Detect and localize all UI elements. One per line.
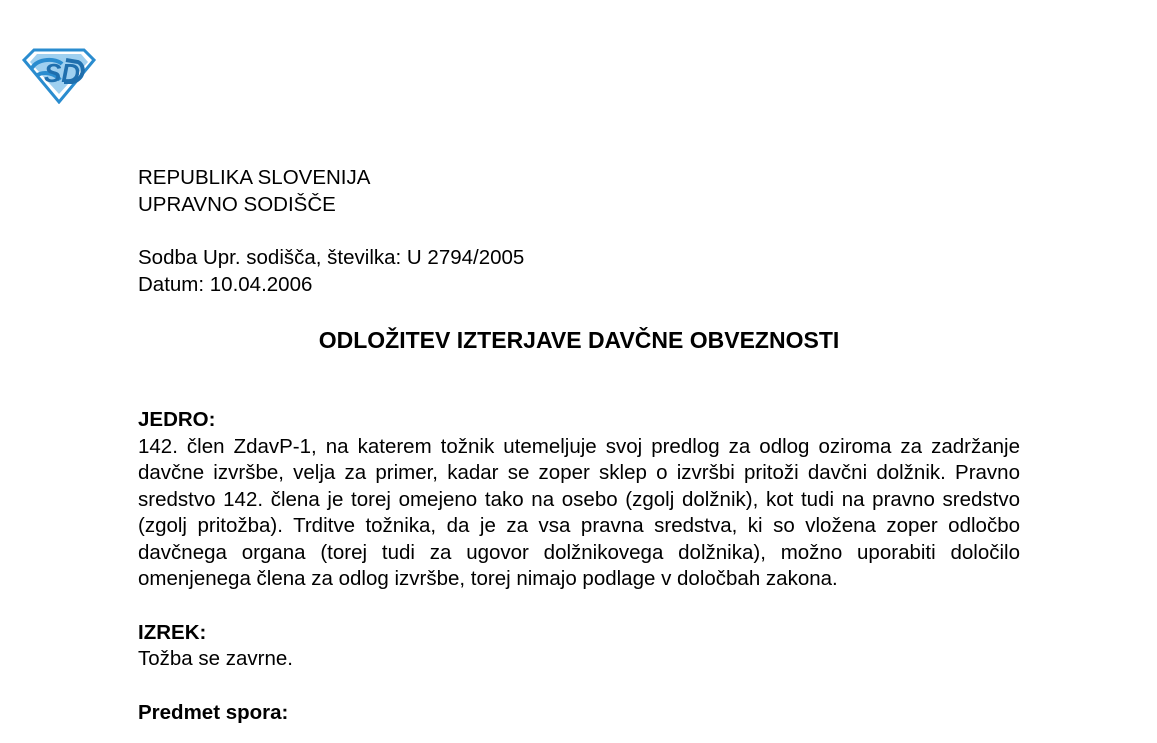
svg-text:SD: SD [43,58,81,88]
case-date: Datum: 10.04.2006 [138,272,313,296]
jedro-heading: JEDRO: [138,408,216,431]
jedro-text: 142. člen ZdavP-1, na katerem tožnik utemeljuje svoj predlog za odlog oziroma za zadržanje davčne izvršbe, velja za primer, kadar se zoper sklep o izvršbi pritoži davčni dolžnik. Pravno sredstvo 142. člena je torej omejeno tako na osebo (zgolj dolžnik), kot tudi na pravno sredstvo (zgolj pritožba). Trditve tožnika, da je za vsa pravna sredstva, ki so vložena zoper odločbo davčnega organa (torej tudi za ugovor dolžnikovega dolžnika), možno uporabiti določilo omenjenega člena za odlog izvršbe, torej nimajo podlage v določbah zakona. [138,434,1020,590]
header-court: UPRAVNO SODIŠČE [138,192,336,216]
document-body [138,165,1020,726]
header-country: REPUBLIKA SLOVENIJA [138,166,371,189]
sd-logo-icon [22,48,96,104]
document-title: ODLOŽITEV IZTERJAVE DAVČNE OBVEZNOSTI [318,327,840,353]
predmet-spora-heading: Predmet spora: [138,700,289,724]
izrek-text: Tožba se zavrne. [138,647,293,670]
izrek-heading: IZREK: [138,620,207,644]
case-number: Sodba Upr. sodišča, številka: U 2794/2005 [138,246,525,269]
